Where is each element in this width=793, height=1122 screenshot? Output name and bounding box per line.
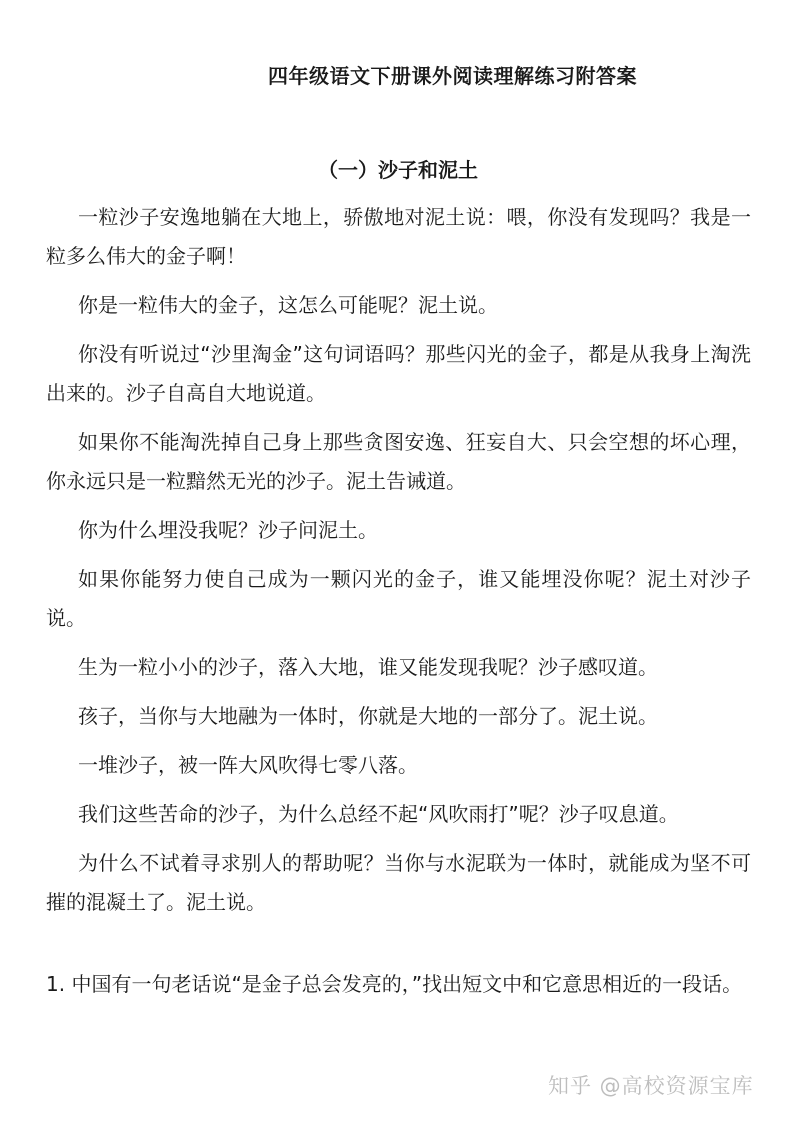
paragraph: 生为一粒小小的沙子，落入大地，谁又能发现我呢？沙子感叹道。: [78, 655, 658, 679]
paragraph: 你是一粒伟大的金子，这怎么可能呢？泥土说。: [78, 293, 498, 317]
story-body: [46, 198, 751, 932]
paragraph: 你没有听说过“沙里淘金”这句词语吗？那些闪光的金子，都是从我身上淘洗出来的。沙子自高自大地说道。: [46, 342, 751, 405]
paragraph: 一粒沙子安逸地躺在大地上，骄傲地对泥土说：喂，你没有发现吗？我是一粒多么伟大的金子啊！: [46, 205, 751, 268]
section-title: （一）沙子和泥土: [318, 158, 478, 182]
paragraph: 我们这些苦命的沙子，为什么总经不起“风吹雨打”呢？沙子叹息道。: [78, 802, 679, 826]
watermark: 知乎 @高校资源宝库: [548, 1074, 754, 1098]
paragraph: 一堆沙子，被一阵大风吹得七零八落。: [78, 753, 418, 777]
paragraph: 为什么不试着寻求别人的帮助呢？当你与水泥联为一体时，就能成为坚不可摧的混凝土了。泥土说。: [46, 851, 751, 914]
question-1: 1. 中国有一句老话说“是金子总会发亮的，”找出短文中和它意思相近的一段话。: [46, 972, 743, 996]
paragraph: 你为什么埋没我呢？沙子问泥土。: [78, 518, 378, 542]
paragraph: 如果你能努力使自己成为一颗闪光的金子，谁又能埋没你呢？泥土对沙子说。: [46, 567, 751, 630]
paragraph: 如果你不能淘洗掉自己身上那些贪图安逸、狂妄自大、只会空想的坏心理，你永远只是一粒黯然无光的沙子。泥土告诫道。: [46, 430, 751, 493]
document-title: 四年级语文下册课外阅读理解练习附答案: [268, 64, 637, 88]
paragraph: 孩子，当你与大地融为一体时，你就是大地的一部分了。泥土说。: [78, 704, 658, 728]
